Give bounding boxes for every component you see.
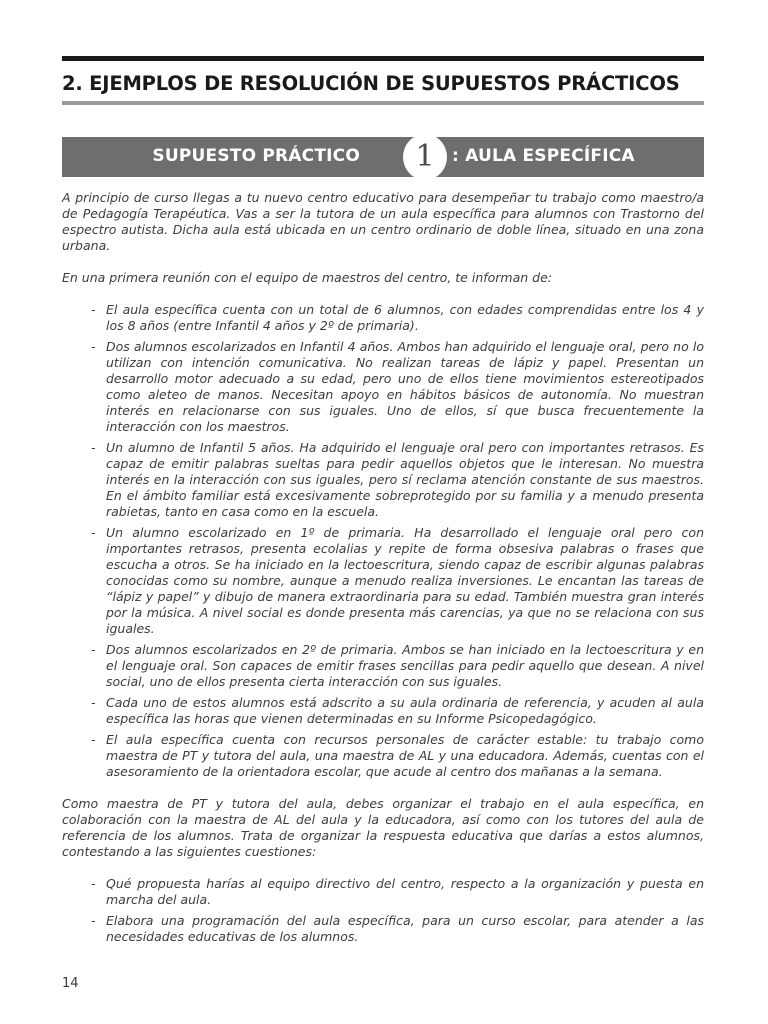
list-item xyxy=(62,642,704,690)
list-item-text: Qué propuesta harías al equipo directivo del centro, respecto a la organización y puesta en marcha del aula. xyxy=(106,876,704,907)
meeting-paragraph: En una primera reunión con el equipo de maestros del centro, te informan de: xyxy=(62,270,552,285)
list-item-text: Dos alumnos escolarizados en 2º de primaria. Ambos se han iniciado en la lectoescritura y en el lenguaje oral. Son capaces de emitir frases sencillas para pedir aquello que desean. A nivel social, uno de ellos presenta cierta interacción con sus iguales. xyxy=(106,642,704,689)
list-item-text: El aula específica cuenta con recursos personales de carácter estable: tu trabajo como maestra de PT y tutora del aula, una maestra de AL y una educadora. Además, cuentas con el asesoramiento de la orientadora escolar, que acude al centro dos mañanas a la semana. xyxy=(106,732,704,779)
list-item xyxy=(62,440,704,520)
bullet-dash: - xyxy=(91,339,96,354)
page-number: 14 xyxy=(62,976,79,991)
case-number-badge: 1 xyxy=(403,134,447,180)
section-title: 2. EJEMPLOS DE RESOLUCIÓN DE SUPUESTOS PRÁCTICOS xyxy=(62,72,680,95)
list-item xyxy=(62,876,704,908)
top-rule xyxy=(62,56,704,61)
case-content xyxy=(62,190,704,961)
list-item xyxy=(62,732,704,780)
list-item xyxy=(62,913,704,945)
list-item-text: Un alumno de Infantil 5 años. Ha adquirido el lenguaje oral pero con importantes retrasos. Es capaz de emitir palabras sueltas para pedir aquellos objetos que le interesan. No muestra interés en la interacción con sus iguales, pero sí reclama atención constante de sus maestros. En el ámbito familiar está excesivamente sobreprotegido por su familia y a menudo presenta rabietas, tanto en casa como en la escuela. xyxy=(106,440,704,519)
facts-list xyxy=(62,302,704,780)
questions-list xyxy=(62,876,704,945)
list-item xyxy=(62,695,704,727)
list-item xyxy=(62,339,704,435)
title-underline xyxy=(62,101,704,105)
bullet-dash: - xyxy=(91,302,96,317)
bullet-dash: - xyxy=(91,913,96,928)
banner-subtitle: : AULA ESPECÍFICA xyxy=(452,146,635,166)
list-item-text: Cada uno de estos alumnos está adscrito a su aula ordinaria de referencia, y acuden al aula específica las horas que vienen determinadas en su Informe Psicopedagógico. xyxy=(106,695,704,726)
case-banner xyxy=(62,137,704,177)
bullet-dash: - xyxy=(91,525,96,540)
list-item xyxy=(62,302,704,334)
bullet-dash: - xyxy=(91,695,96,710)
bullet-dash: - xyxy=(91,732,96,747)
task-paragraph: Como maestra de PT y tutora del aula, debes organizar el trabajo en el aula específica, en colaboración con la maestra de AL del aula y la educadora, así como con los tutores del aula de referencia de los alumnos. Trata de organizar la respuesta educativa que darías a estos alumnos, contestando a las siguientes cuestiones: xyxy=(62,796,704,859)
list-item-text: El aula específica cuenta con un total de 6 alumnos, con edades comprendidas entre los 4 y los 8 años (entre Infantil 4 años y 2º de primaria). xyxy=(106,302,704,333)
banner-label: SUPUESTO PRÁCTICO xyxy=(152,146,360,166)
intro-paragraph: A principio de curso llegas a tu nuevo centro educativo para desempeñar tu trabajo como maestro/a de Pedagogía Terapéutica. Vas a ser la tutora de un aula específica para alumnos con Trastorno del espectro autista. Dicha aula está ubicada en un centro ordinario de doble línea, situado en una zona urbana. xyxy=(62,190,704,253)
list-item-text: Un alumno escolarizado en 1º de primaria. Ha desarrollado el lenguaje oral pero con importantes retrasos, presenta ecolalias y repite de forma obsesiva palabras o frases que escucha a otros. Se ha iniciado en la lectoescritura, siendo capaz de escribir algunas palabras conocidas como su nombre, aunque a menudo realiza inversiones. Le encantan las tareas de “lápiz y papel” y dibujo de manera extraordinaria para su edad. También muestra gran interés por la música. A nivel social es donde presenta más carencias, ya que no se relaciona con sus iguales. xyxy=(106,525,704,636)
bullet-dash: - xyxy=(91,642,96,657)
list-item-text: Dos alumnos escolarizados en Infantil 4 años. Ambos han adquirido el lenguaje oral, pero no lo utilizan con intención comunicativa. No realizan tareas de lápiz y papel. Presentan un desarrollo motor adecuado a su edad, pero uno de ellos tiene movimientos estereotipados como aleteo de manos. Necesitan apoyo en hábitos básicos de autonomía. No muestran interés en relacionarse con sus iguales. Uno de ellos, sí que busca frecuentemente la interacción con los maestros. xyxy=(106,339,704,434)
bullet-dash: - xyxy=(91,876,96,891)
list-item xyxy=(62,525,704,637)
list-item-text: Elabora una programación del aula específica, para un curso escolar, para atender a las necesidades educativas de los alumnos. xyxy=(106,913,704,944)
bullet-dash: - xyxy=(91,440,96,455)
